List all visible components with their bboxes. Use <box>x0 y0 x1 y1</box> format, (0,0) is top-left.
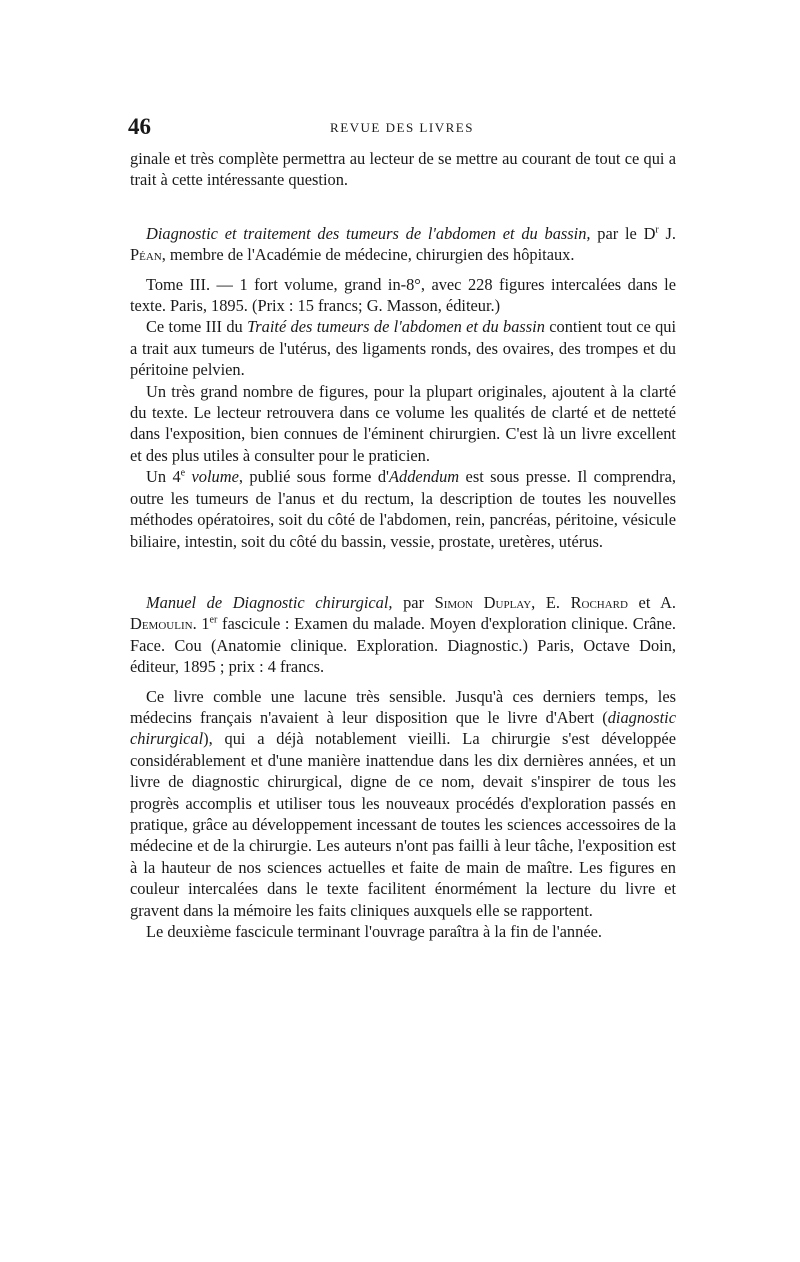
review2-paragraph-2: Le deuxième fascicule terminant l'ouvrage paraîtra à la fin de l'année. <box>146 922 602 941</box>
running-title: REVUE DES LIVRES <box>330 120 474 135</box>
review2-author-3: Demoulin <box>130 614 193 634</box>
review2-title: Manuel de Diagnostic chirurgical, <box>146 592 393 612</box>
review1-citation: Diagnostic et traitement des tumeurs de l'abdomen et du bassin, par le $D^r$ J. Péan, membre de l'Académie de médecine, chirurgien des hôpitaux. <box>130 223 676 265</box>
page-number: 46 <box>128 114 151 139</box>
review2-author-2: Rochard <box>570 592 628 612</box>
review1-title: Diagnostic et traitement des tumeurs de l'abdomen et du bassin, <box>146 223 591 243</box>
review1-details: Tome III. — 1 fort volume, grand in-8°, avec 228 figures intercalées dans le texte. Paris, 1895. (Prix : 15 francs; G. Masson, éditeur.) <box>130 274 676 316</box>
page-body <box>130 148 676 942</box>
review2-author-1: Simon Duplay <box>434 592 532 612</box>
review1-paragraph-2: Un très grand nombre de figures, pour la plupart originales, ajoutent à la clarté du texte. Le lecteur retrouvera dans ce volume les qualités de clarté et de netteté dans l'exposition, bien connues de l'éminent chirurgien. C'est là un livre excellent et des plus utiles à consulter pour le praticien. <box>130 381 676 465</box>
review1-paragraph-1: Ce tome III du Traité des tumeurs de l'abdomen et du bassin contient tout ce qui a trait aux tumeurs de l'utérus, des ligaments ronds, des ovaires, des trompes et du péritoine pelvien. <box>130 317 677 380</box>
review2-paragraph-1: Ce livre comble une lacune très sensible. Jusqu'à ces derniers temps, les médecins français n'avaient à leur disposition que le livre d'Abert (diagnostic chirurgical), qui a déjà notablement vieilli. La chirurgie s'est développée considérablement et d'une manière inattendue dans les dix dernières années, et un livre de diagnostic chirurgical, digne de ce nom, devait s'inspirer de tous les progrès accomplis et utiliser tous les nouveaux procédés d'exploration passés en pratique, grâce au développement incessant de toutes les sciences accessoires de la médecine et de la chirurgie. Les auteurs n'ont pas failli à leur tâche, l'exposition est à la hauteur de nos sciences actuelles et faite de main de maître. Les figures en couleur intercalées dans le texte facilitent énormément la lecture du livre et gravent dans la mémoire les faits cliniques auxquels elle se rapportent. <box>130 686 676 920</box>
review2-citation: Manuel de Diagnostic chirurgical, par Simon Duplay, E. Rochard et A. Demoulin. 1er fascicule : Examen du malade. Moyen d'exploration clinique. Crâne. Face. Cou (Anatomie clinique. Exploration. Diagnostic.) Paris, Octave Doin, éditeur, 1895 ; prix : 4 francs. <box>130 592 677 677</box>
review1-author: Péan <box>130 245 162 265</box>
continued-paragraph: ginale et très complète permettra au lecteur de se mettre au courant de tout ce qui a trait à cette intéressante question. <box>130 149 676 190</box>
review1-paragraph-3: Un 4e volume, publié sous forme d'Addendum est sous presse. Il comprendra, outre les tumeurs de l'anus et du rectum, la description de toutes les nouvelles méthodes opératoires, soit du côté de l'abdomen, rein, pancréas, péritoine, vésicule biliaire, intestin, soit du côté du bassin, vessie, prostate, uretères, utérus. <box>130 467 676 551</box>
page-header <box>128 114 676 144</box>
